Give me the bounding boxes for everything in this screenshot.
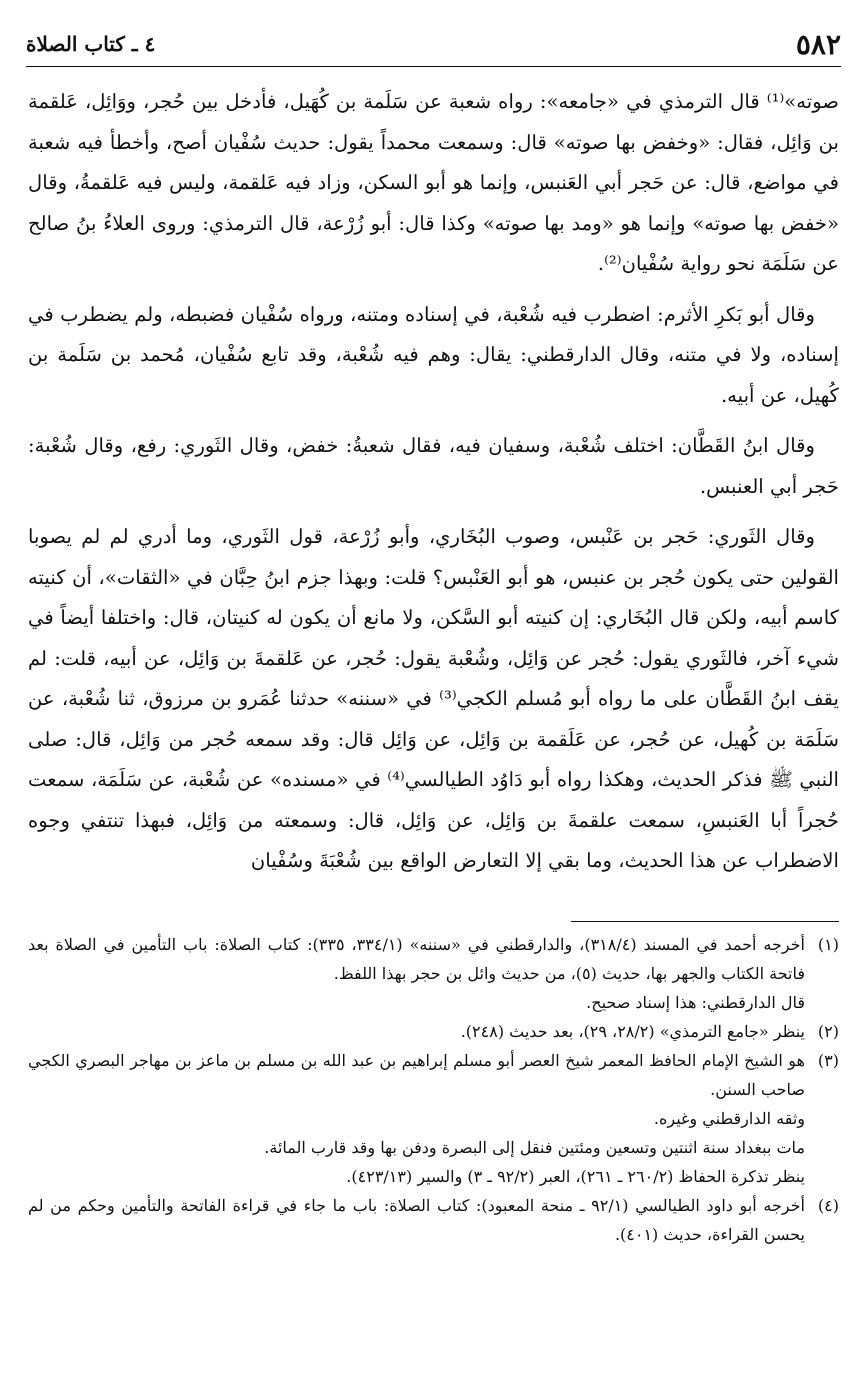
footnote-subline: ينظر تذكرة الحفاظ (٢٦٠/٢ ـ ٢٦١)، العبر (٩٢/٢ ـ ٣) والسير (٤٢٣/١٣). (346, 1167, 805, 1186)
paragraph: صوته»⁽¹⁾ قال الترمذي في «جامعه»: رواه شعبة عن سَلَمة بن كُهَيل، فأدخل بين حُجر، ووَائِل، عَلقمة بن وَائِل، فقال: «وخفض بها صوته» قال: وسمعت محمداً يقول: حديث سُفْيان أصح، وأخطأ فيه شعبة في مواضع، قال: عن حَجر أبي العَنبس، وإنما هو أبو السكن، وزاد فيه عَلقمة، وليس فيه عَلقمةُ، وقال «خفض بها صوته» وإنما هو «ومد بها صوته» وكذا قال: أبو زُرْعة، قال الترمذي: وروى العلاءُ بنُ صالح عن سَلَمَة نحو رواية سُفْيان⁽²⁾. (28, 90, 839, 275)
paragraph: وقال ابنُ القَطَّان: اختلف شُعْبة، وسفيان فيه، فقال شعبةُ: خفض، وقال الثَوري: رفع، وقال شُعْبة: حَجر أبي العنبس. (28, 434, 839, 498)
paragraph: وقال الثَوري: حَجر بن عَنْبس، وصوب البُخَاري، وأبو زُرْعة، قول الثَوري، وما أدري لم لم يصوبا القولين حتى يكون حُجر بن عنبس، هو أبو العَنْبس؟ قلت: وبهذا جزم ابنُ حِبَّان في «الثقات»، أن كنيته كاسم أبيه، ولكن قال البُخَاري: إن كنيته أبو السَّكن، ولا مانع أن يكون له كنيتان، قال: واختلفا أيضاً في شيء آخر، فالثَوري يقول: حُجر عن وَائِل، وشُعْبة يقول: حُجر، عن عَلقمةَ بن وَائِل، عن أبيه، قلت: لم يقف ابنُ القَطَّان على ما رواه أبو مُسلم الكجي⁽³⁾ في «سننه» حدثنا عُمَرو بن مرزوق، ثنا شُعْبة، عن سَلَمَة بن كُهيل، عن حُجر، عن عَلَقمة بن وَائِل، عن وَائِل قال: وقد سمعه حُجر من وَائِل، قال: صلى النبي ﷺ فذكر الحديث، وهكذا رواه أبو دَاوُد الطيالسي⁽⁴⁾ في «مسنده» عن شُعْبة، عن سَلَمَة، سمعت حُجراً أبا العَنبسِ، سمعت علقمةَ بن وَائِل، عن وَائِل، قال: وسمعته من وَائِل، فبهذا تنتفي وجوه الاضطراب عن هذا الحديث، وما بقي إلا التعارض الواقع بين شُعْبَةَ وسُفْيان (28, 525, 839, 872)
footnote-2 (28, 1017, 839, 1046)
footnote-number: (١) (817, 935, 839, 954)
footnote-body (28, 1017, 805, 1046)
footnote-1 (28, 930, 839, 988)
footnote-text: أخرجه أبو داود الطيالسي (٩٢/١ ـ منحة المعبود): كتاب الصلاة: باب ما جاء في قراءة الفاتحة والتأمين وحكم من لم يحسن القراءة، حديث (٤٠١). (28, 1196, 806, 1244)
footnote-subline: مات ببغداد سنة اثنتين وتسعين ومئتين فنقل إلى البصرة ودفن بها وقد قارب المائة. (264, 1138, 805, 1157)
running-header (26, 22, 841, 67)
page-number: ٥٨٢ (795, 27, 841, 61)
footnote-body (28, 1191, 805, 1249)
footnote-3 (28, 1046, 839, 1104)
chapter-title: ٤ ـ كتاب الصلاة (26, 32, 156, 56)
main-text (28, 82, 839, 892)
footnote-text: أخرجه أحمد في المسند (٣١٨/٤)، والدارقطني في «سننه» (٣٣٤/١، ٣٣٥): كتاب الصلاة: باب التأمين في الصلاة بعد فاتحة الكتاب والجهر بها، حديث (٥)، من حديث وائل بن حجر بهذا اللفظ. (28, 935, 806, 983)
footnote-subline: وثقه الدارقطني وغيره. (653, 1109, 805, 1128)
footnote-text: ينظر «جامع الترمذي» (٢٨/٢، ٢٩)، بعد حديث (٢٤٨). (460, 1022, 805, 1041)
footnotes (28, 930, 839, 1249)
footnote-separator (571, 921, 839, 922)
footnote-body (28, 930, 805, 988)
footnote-body (28, 1046, 805, 1104)
footnote-text: هو الشيخ الإمام الحافظ المعمر شيخ العصر أبو مسلم إبراهيم بن عبد الله بن مسلم بن ماعز بن مهاجر البصري الكجي صاحب السنن. (28, 1051, 805, 1099)
footnote-number: (٢) (817, 1022, 839, 1041)
footnote-subline: قال الدارقطني: هذا إسناد صحيح. (586, 993, 805, 1012)
footnote-4 (28, 1191, 839, 1249)
footnote-number: (٤) (817, 1196, 839, 1215)
footnote-number: (٣) (817, 1051, 839, 1070)
paragraph: وقال أبو بَكرِ الأثرم: اضطرب فيه شُعْبة، في إسناده ومتنه، ورواه سُفْيان فضبطه، ولم يضطرب في إسناده، ولا في متنه، وقال الدارقطني: يقال: وهم فيه شُعْبة، وقد تابع سُفْيان، مُحمد بن سَلَمة بن كُهيل، عن أبيه. (28, 302, 839, 407)
